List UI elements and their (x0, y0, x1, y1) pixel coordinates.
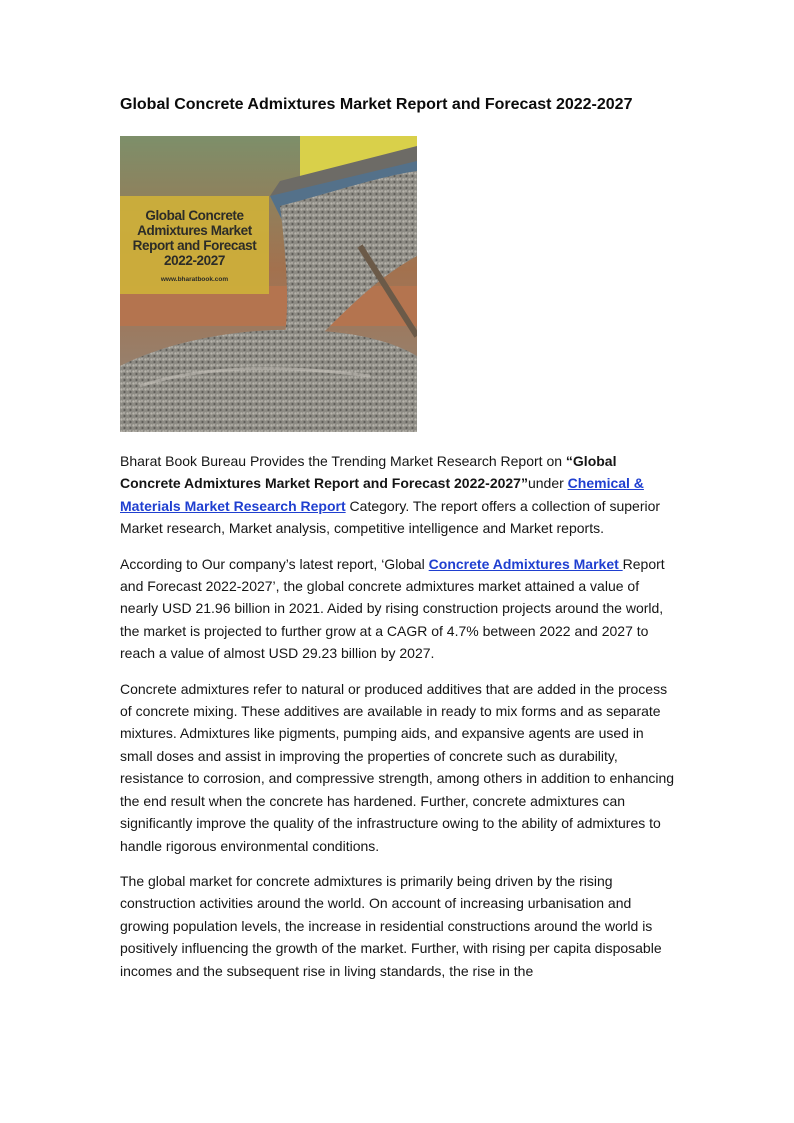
cover-label-url: www.bharatbook.com (160, 275, 229, 283)
paragraph-intro (120, 450, 676, 540)
paragraph-report-summary (120, 553, 676, 665)
paragraph-definition: Concrete admixtures refer to natural or produced additives that are added in the process of concrete mixing. These additives are available in ready to mix forms and as separate mixtures. Admixtures like pigments, pumping aids, and expansive agents are used in small doses and assist in improving the properties of concrete such as durability, resistance to corrosion, and compressive strength, among others in addition to enhancing the end result when the concrete has hardened. Further, concrete admixtures can significantly improve the quality of the infrastructure owing to the ability of admixtures to handle rigorous environmental conditions. (120, 680, 675, 854)
cover-image (120, 136, 417, 432)
category-link[interactable]: Chemical & Materials Market Research Report (120, 475, 644, 514)
summary-text-start: According to Our company’s latest report, ‘Global (120, 555, 429, 572)
intro-text-end: Category. The report offers a collection of superior Market research, Market analysis, competitive intelligence and Market reports. (120, 497, 661, 537)
intro-text: Bharat Book Bureau Provides the Trending Market Research Report on (120, 453, 566, 469)
cover-label-title: Global Concrete Admixtures Market Report and Forecast 2022-2027 (132, 207, 257, 268)
market-link[interactable]: Concrete Admixtures Market (428, 555, 623, 572)
document-title: Global Concrete Admixtures Market Report and Forecast 2022-2027 (120, 96, 633, 113)
intro-text-under: under (527, 475, 568, 492)
cover-label-box (120, 196, 269, 294)
paragraph-drivers: The global market for concrete admixtures is primarily being driven by the rising construction activities around the world. On account of increasing urbanisation and growing population levels, the increase in residential constructions around the world is positively influencing the growth of the market. Further, with rising per capita disposable incomes and the subsequent rise in living standards, the rise in the (120, 872, 662, 979)
summary-text-end: Report and Forecast 2022-2027’, the global concrete admixtures market attained a value of nearly USD 21.96 billion in 2021. Aided by rising construction projects around the world, the market is projected to further grow at a CAGR of 4.7% between 2022 and 2027 to reach a value of almost USD 29.23 billion by 2027. (120, 555, 665, 662)
intro-report-title: “Global Concrete Admixtures Market Report and Forecast 2022-2027” (120, 453, 617, 492)
document-body (120, 450, 676, 995)
